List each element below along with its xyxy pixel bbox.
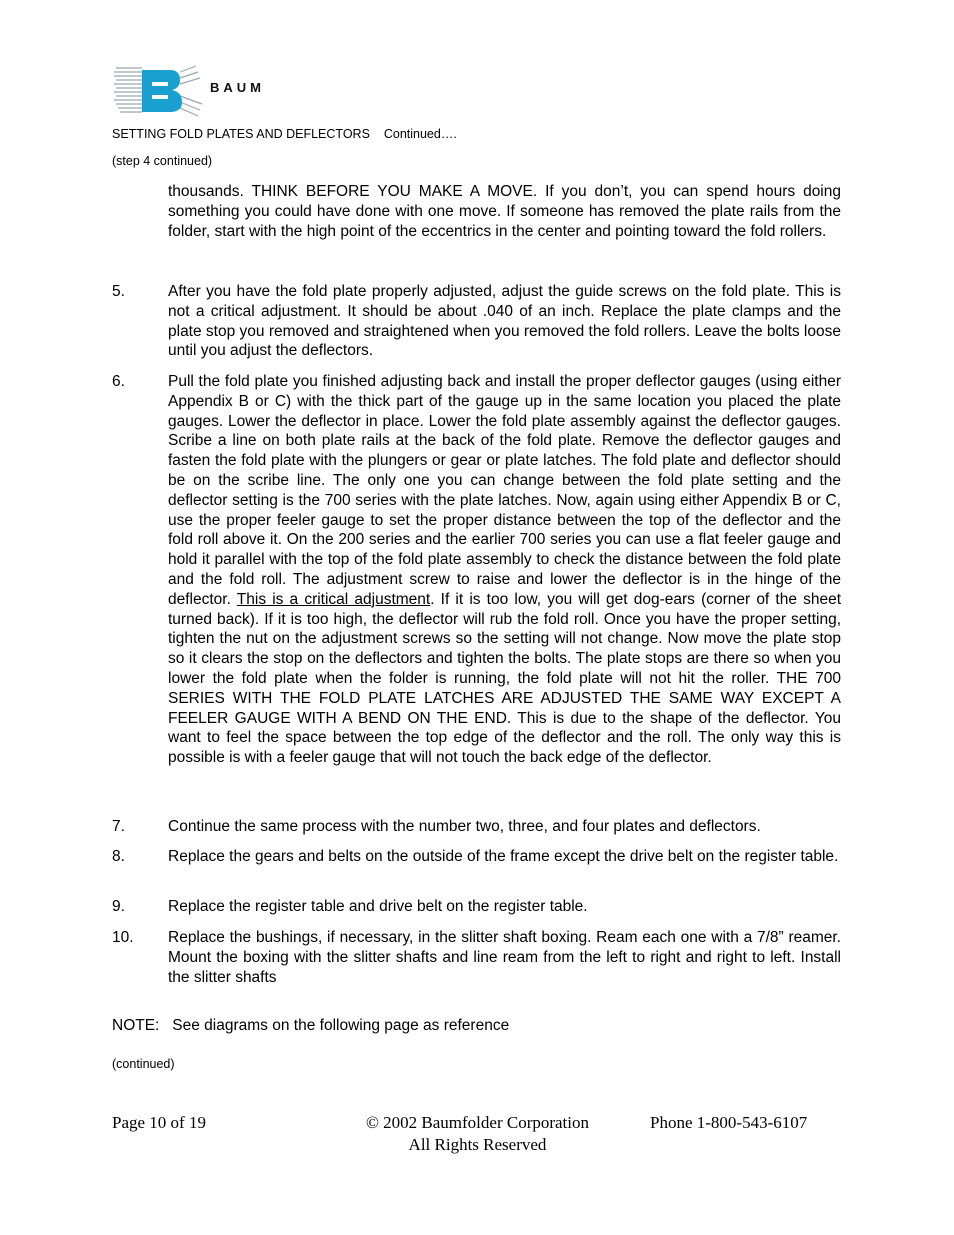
step-text: Continue the same process with the number two, three, and four plates and deflectors.	[168, 818, 761, 835]
note-text: See diagrams on the following page as reference	[172, 1017, 510, 1034]
step6-text-b: . If it is too low, you will get dog-ears (corner of the sheet turned back). If it is too high, the deflector will rub the fold roll. Once you have the proper setting, tighten the nut on the adjustment screws so the setting will not change. Now move the plate stop so it clears the stop on the deflectors and tighten the bolts. The plate stops are there so when you lower the fold plate when the folder is running, the fold plate will not hit the roller. THE 700 SERIES WITH THE FOLD PLATE LATCHES ARE ADJUSTED THE SAME WAY EXCEPT A FEELER GAUGE WITH A BEND ON THE END. This is due to the shape of the deflector. You want to feel the space between the top edge of the deflector and the roll. The only way this is possible is with a feeler gauge that will not touch the back edge of the deflector.	[168, 590, 842, 767]
header-continued: Continued….	[383, 127, 457, 141]
step-number: 10.	[112, 929, 134, 946]
step-text: Replace the gears and belts on the outside of the frame except the drive belt on the register table.	[168, 848, 839, 865]
step-text: Replace the bushings, if necessary, in the slitter shaft boxing. Ream each one with a 7/8” reamer. Mount the boxing with the slitter shafts and line ream from the left to right and right to left. Install the slitter shafts	[168, 929, 841, 986]
step-number: 9.	[112, 898, 125, 915]
step-number: 8.	[112, 848, 125, 865]
baum-logo-mark	[112, 62, 292, 118]
continued-label: (continued)	[112, 1057, 175, 1071]
critical-adjustment-underline: This is a critical adjustment	[236, 590, 431, 608]
step6-text-a: Pull the fold plate you finished adjusting back and install the proper deflector gauges (using either Appendix B or C) with the thick part of the gauge up in the same location you placed the plate gauges. Lower the deflector in place. Lower the fold plate assembly against the deflector gauges. Scribe a line on both plate rails at the back of the fold plate. Remove the deflector gauges and fasten the fold plate with the plungers or gear or plate latches. The fold plate and deflector should be on the scribe line. The only one you can change between the fold plate setting and the deflector setting is the 700 series with the plate latches. Now, again using either Appendix B or C, use the proper feeler gauge to set the proper distance between the top of the deflector and the fold roll above it. On the 200 series and the earlier 700 series you can use a flat feeler gauge and hold it parallel with the top of the fold plate assembly to check the distance between the fold plate and the fold roll. The adjustment screw to raise and lower the deflector is in the hinge of the deflector.	[168, 373, 841, 608]
step-number: 6.	[112, 373, 125, 390]
note	[112, 1017, 509, 1035]
step4-paragraph: thousands. THINK BEFORE YOU MAKE A MOVE. If you don’t, you can spend hours doing something you could have done with one move. If someone has removed the plate rails from the folder, start with the high point of the eccentrics in the center and pointing toward the fold rollers.	[168, 183, 841, 240]
step-number: 7.	[112, 818, 125, 835]
phone: Phone 1-800-543-6107	[650, 1113, 808, 1132]
copyright-block	[300, 1112, 655, 1156]
step-text	[168, 372, 841, 768]
note-label: NOTE:	[112, 1017, 160, 1034]
page-number: Page 10 of 19	[112, 1113, 206, 1132]
rights: All Rights Reserved	[408, 1135, 547, 1154]
section-header	[112, 127, 457, 141]
step-text: After you have the fold plate properly adjusted, adjust the guide screws on the fold plate. This is not a critical adjustment. It should be about .040 of an inch. Replace the plate clamps and the plate stop you removed and straightened when you removed the fold rollers. Leave the bolts loose until you adjust the deflectors.	[168, 283, 841, 360]
step-text: Replace the register table and drive belt on the register table.	[168, 898, 588, 915]
copyright: © 2002 Baumfolder Corporation	[365, 1113, 590, 1132]
header-title: SETTING FOLD PLATES AND DEFLECTORS	[112, 127, 370, 141]
step-number: 5.	[112, 283, 125, 300]
brand-name: BAUM	[210, 80, 265, 95]
step4-label: (step 4 continued)	[112, 154, 213, 168]
